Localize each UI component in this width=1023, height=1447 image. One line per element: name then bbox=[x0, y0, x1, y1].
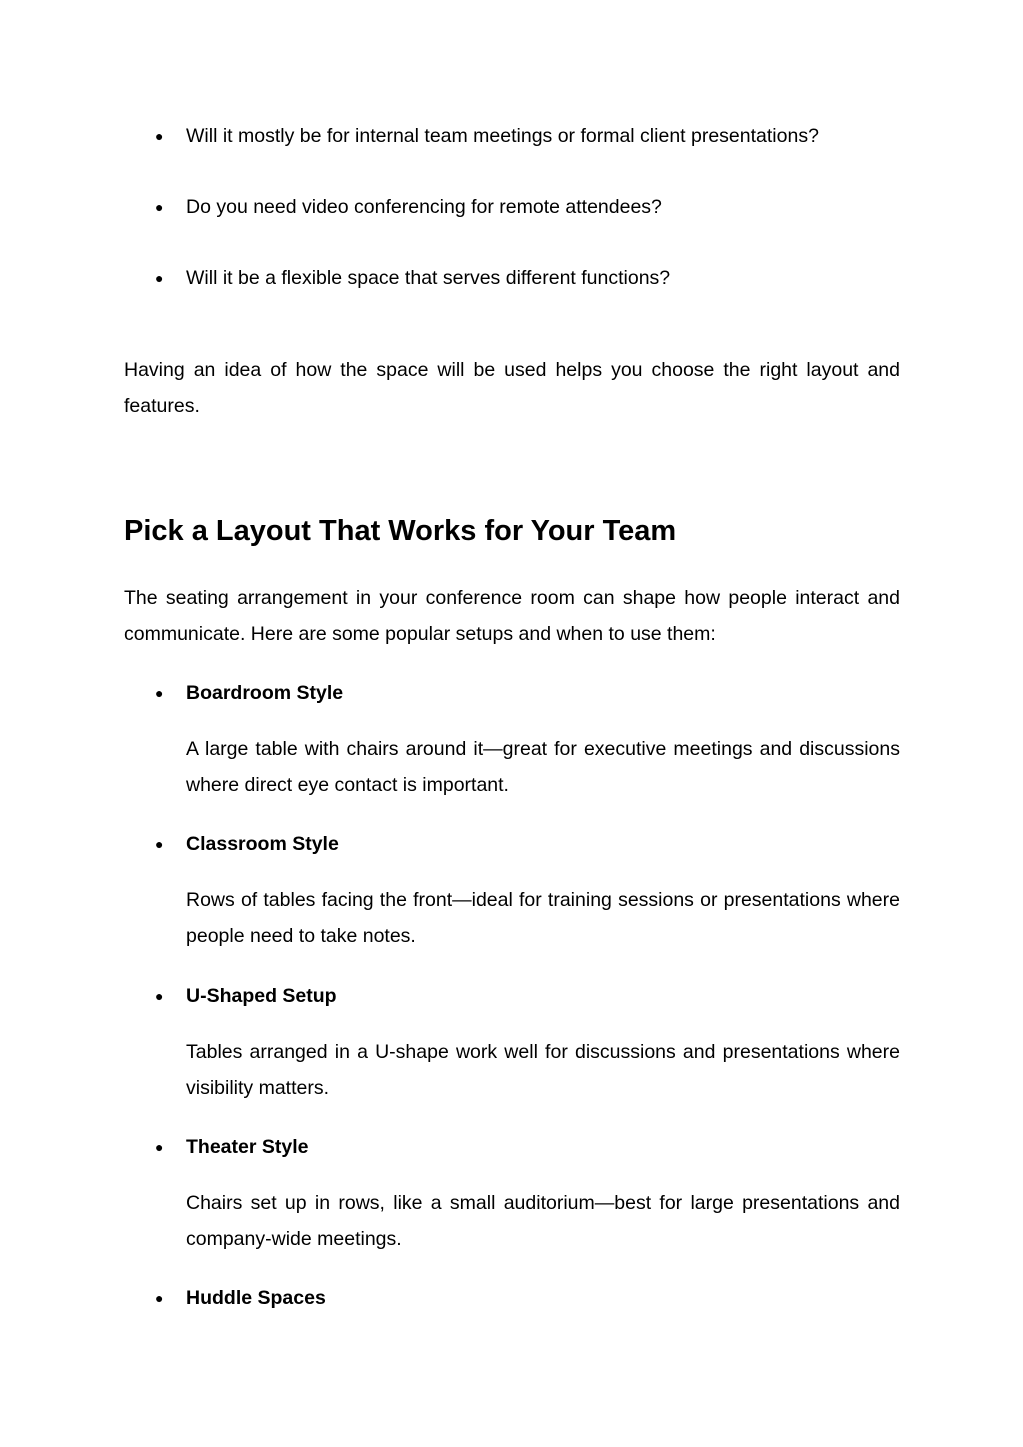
layout-description: A large table with chairs around it—great for executive meetings and discussions where direct eye contact is important. bbox=[186, 738, 900, 796]
intro-paragraph: Having an idea of how the space will be used helps you choose the right layout and features. bbox=[124, 359, 900, 417]
list-item bbox=[155, 189, 900, 225]
layout-title: Huddle Spaces bbox=[186, 1287, 326, 1309]
list-item-text: Will it be a flexible space that serves different functions? bbox=[186, 267, 671, 289]
layout-title: Classroom Style bbox=[186, 833, 339, 855]
layout-item-classroom bbox=[155, 826, 900, 862]
layout-description: Tables arranged in a U-shape work well for discussions and presentations where visibility matters. bbox=[186, 1041, 900, 1099]
list-item-text: Will it mostly be for internal team meetings or formal client presentations? bbox=[186, 125, 819, 147]
bullet-icon: ● bbox=[155, 199, 164, 215]
list-item bbox=[155, 118, 900, 154]
section-heading: Pick a Layout That Works for Your Team bbox=[124, 515, 677, 547]
layout-item-theater bbox=[155, 1129, 900, 1165]
bullet-icon: ● bbox=[155, 988, 164, 1004]
layout-item-boardroom bbox=[155, 675, 900, 711]
bullet-icon: ● bbox=[155, 1290, 164, 1306]
bullet-icon: ● bbox=[155, 128, 164, 144]
layout-title: Theater Style bbox=[186, 1136, 309, 1158]
layout-title: Boardroom Style bbox=[186, 682, 344, 704]
layout-title: U-Shaped Setup bbox=[186, 985, 337, 1007]
layout-description: Rows of tables facing the front—ideal for training sessions or presentations where people need to take notes. bbox=[186, 889, 900, 947]
bullet-icon: ● bbox=[155, 836, 164, 852]
layout-description: Chairs set up in rows, like a small auditorium—best for large presentations and company-wide meetings. bbox=[186, 1192, 900, 1250]
bullet-icon: ● bbox=[155, 685, 164, 701]
bullet-icon: ● bbox=[155, 270, 164, 286]
layout-item-u-shaped bbox=[155, 978, 900, 1014]
list-item-text: Do you need video conferencing for remote attendees? bbox=[186, 196, 662, 218]
section-intro-paragraph: The seating arrangement in your conference room can shape how people interact and communicate. Here are some popular setups and when to use them: bbox=[124, 587, 900, 645]
bullet-icon: ● bbox=[155, 1139, 164, 1155]
list-item bbox=[155, 260, 900, 296]
layout-item-huddle bbox=[155, 1280, 900, 1316]
